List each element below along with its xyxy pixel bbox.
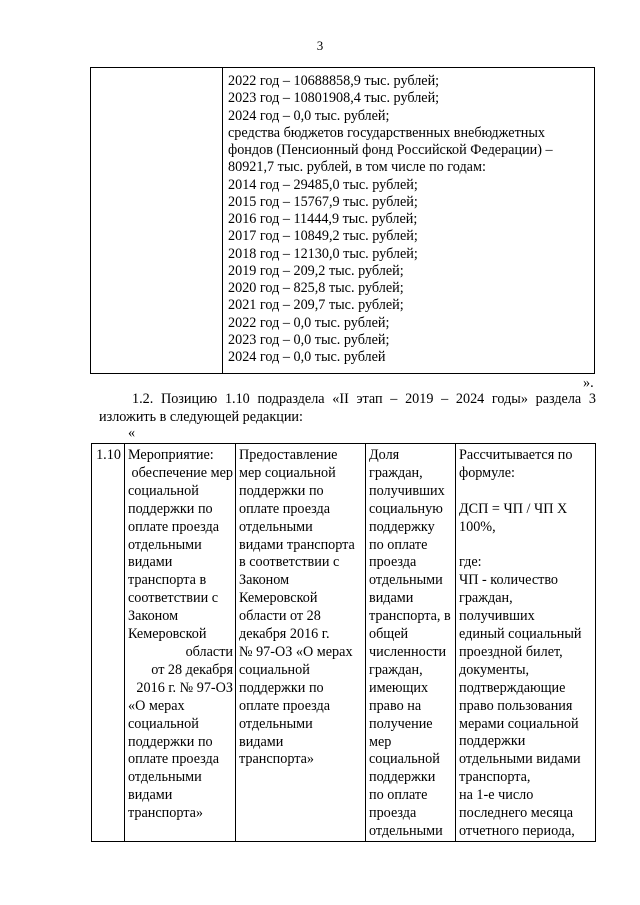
measure-event-line: социальной <box>128 482 199 499</box>
measure-indicator-line: отдельными <box>369 823 443 840</box>
measure-indicator-line: по оплате <box>369 536 428 553</box>
page-number: 3 <box>316 38 324 53</box>
measure-indicator-line: проезда <box>369 805 417 822</box>
measure-indicator-line: проезда <box>369 554 417 571</box>
measure-event-cell <box>125 444 236 842</box>
funding-line: 2021 год – 209,7 тыс. рублей; <box>228 297 404 314</box>
measure-result-line: поддержки по <box>239 679 324 696</box>
measure-event-line: области <box>185 643 233 660</box>
measure-formula-line <box>459 483 593 501</box>
measure-event-line: поддержки по <box>128 733 213 750</box>
measure-result-line: Законом <box>239 572 290 589</box>
funding-line: фондов (Пенсионный фонд Российской Федерации) – <box>228 142 553 158</box>
measure-event-line: обеспечение мер <box>131 464 233 481</box>
measure-formula-line: получивших <box>459 608 535 625</box>
measure-indicator-line: транспорта, в <box>369 608 451 625</box>
measure-result-line: Кемеровской <box>239 590 318 607</box>
measure-event-line: «О мерах <box>128 697 185 714</box>
measure-result-line: видами транспорта <box>239 536 355 553</box>
measure-formula-line: транспорта, <box>459 769 531 786</box>
measure-event-line: Кемеровской <box>128 626 207 643</box>
measure-result-line: отдельными <box>239 518 313 535</box>
funding-line: 2016 год – 11444,9 тыс. рублей; <box>228 211 418 227</box>
measure-number-cell <box>92 444 125 842</box>
measure-indicator-line: поддержку <box>369 518 435 535</box>
funding-line: 2024 год – 0,0 тыс. рублей; <box>228 107 390 124</box>
measure-event-line: соответствии с <box>128 590 219 607</box>
measure-result-line: отдельными <box>239 715 313 732</box>
program-measure-row <box>92 444 596 842</box>
measure-formula-line: мерами социальной <box>459 715 579 732</box>
measure-formula-cell <box>456 444 596 842</box>
measure-indicator-line: имеющих <box>369 679 429 696</box>
measure-formula-line: ДСП = ЧП / ЧП Х <box>459 500 568 517</box>
measure-result-line: поддержки по <box>239 482 324 499</box>
measure-formula-line: на 1-е число <box>459 787 534 804</box>
measure-indicator-line: численности <box>369 643 447 660</box>
measure-event-line: оплате проезда <box>128 751 220 768</box>
funding-line: 80921,7 тыс. рублей, в том числе по годам: <box>228 159 486 176</box>
measure-result-cell <box>236 444 366 842</box>
funding-line: 2017 год – 10849,2 тыс. рублей; <box>228 228 418 245</box>
measure-indicator-line: мер <box>369 733 392 750</box>
measure-event-line: поддержки по <box>128 500 213 517</box>
measure-formula-line <box>459 537 593 555</box>
measure-indicator-line: общей <box>369 626 409 643</box>
measure-result-text <box>239 447 363 769</box>
measure-formula-text <box>459 447 593 841</box>
measure-indicator-line: граждан, <box>369 464 423 481</box>
measure-formula-line: Рассчитывается по <box>459 447 573 463</box>
amendment-paragraph-line-2: изложить в следующей редакции: <box>99 408 303 425</box>
closing-quote: ». <box>583 375 594 391</box>
measure-formula-line: право пользования <box>459 697 573 714</box>
measure-indicator-line: право на <box>369 697 422 714</box>
funding-table-empty-cell <box>91 68 223 374</box>
measure-event-line: видами <box>128 787 173 804</box>
opening-quote: « <box>128 425 136 441</box>
measure-event-line: от 28 декабря <box>151 661 233 678</box>
measure-indicator-line: получение <box>369 715 433 732</box>
funding-line: 2015 год – 15767,9 тыс. рублей; <box>228 193 418 210</box>
measure-event-line: транспорта» <box>128 805 204 822</box>
program-measure-table <box>91 443 596 842</box>
measure-result-line: в соответствии с <box>239 554 340 571</box>
measure-formula-line: проездной билет, <box>459 643 563 660</box>
measure-result-line: Предоставление <box>239 447 338 463</box>
measure-indicator-line: поддержки <box>369 769 436 786</box>
funding-lines <box>223 68 594 366</box>
measure-number: 1.10 <box>96 447 121 463</box>
measure-event-text <box>128 447 233 823</box>
measure-formula-line: подтверждающие <box>459 679 566 696</box>
measure-indicator-text <box>369 447 453 841</box>
funding-line: 2020 год – 825,8 тыс. рублей; <box>228 280 404 296</box>
measure-indicator-line: видами <box>369 590 414 607</box>
measure-formula-line: поддержки <box>459 733 526 750</box>
funding-line: 2023 год – 0,0 тыс. рублей; <box>228 331 390 348</box>
measure-indicator-line: граждан, <box>369 661 423 678</box>
measure-event-line: 2016 г. № 97-ОЗ <box>136 679 233 696</box>
measure-indicator-line: социальную <box>369 500 443 517</box>
measure-indicator-line: Доля <box>369 447 400 463</box>
funding-line: 2018 год – 12130,0 тыс. рублей; <box>228 245 418 262</box>
measure-event-line: Мероприятие: <box>128 447 214 463</box>
funding-line: 2019 год – 209,2 тыс. рублей; <box>228 262 404 279</box>
measure-formula-line: последнего месяца <box>459 805 574 822</box>
funding-line: 2014 год – 29485,0 тыс. рублей; <box>228 176 418 193</box>
measure-indicator-line: получивших <box>369 482 445 499</box>
measure-result-line: видами <box>239 733 284 750</box>
measure-result-line: оплате проезда <box>239 500 331 517</box>
measure-event-line: социальной <box>128 715 199 732</box>
measure-event-line: Законом <box>128 608 179 625</box>
measure-formula-line: ЧП - количество <box>459 572 559 589</box>
measure-event-line: оплате проезда <box>128 518 220 535</box>
measure-formula-line: где: <box>459 554 482 571</box>
measure-result-line: социальной <box>239 661 310 678</box>
measure-result-line: транспорта» <box>239 751 315 768</box>
measure-event-line: отдельными <box>128 769 202 786</box>
measure-formula-line: формуле: <box>459 464 515 481</box>
amendment-paragraph <box>99 391 596 426</box>
measure-result-line: области от 28 <box>239 608 321 625</box>
measure-indicator-line: отдельными <box>369 572 443 589</box>
funding-line: 2023 год – 10801908,4 тыс. рублей; <box>228 90 440 107</box>
measure-formula-line: граждан, <box>459 590 513 607</box>
measure-formula-line: документы, <box>459 661 530 678</box>
measure-event-line: видами <box>128 554 173 571</box>
measure-indicator-cell <box>366 444 456 842</box>
measure-indicator-line: по оплате <box>369 787 428 804</box>
measure-formula-line: единый социальный <box>459 626 582 643</box>
measure-result-line: мер социальной <box>239 464 336 481</box>
measure-result-line: № 97-ОЗ «О мерах <box>239 643 353 660</box>
funding-line: 2022 год – 10688858,9 тыс. рублей; <box>228 73 440 89</box>
funding-table-content-cell <box>223 68 595 374</box>
funding-line: 2024 год – 0,0 тыс. рублей <box>228 349 386 365</box>
measure-formula-line: отдельными видами <box>459 751 581 768</box>
amendment-paragraph-line-1: 1.2. Позицию 1.10 подраздела «II этап – 2019 – 2024 годы» раздела 3 <box>132 391 596 407</box>
measure-indicator-line: социальной <box>369 751 440 768</box>
funding-line: средства бюджетов государственных внебюджетных <box>228 124 545 141</box>
measure-formula-line: отчетного периода, <box>459 823 575 839</box>
measure-result-line: оплате проезда <box>239 697 331 714</box>
measure-event-line: транспорта в <box>128 572 207 589</box>
measure-event-line: отдельными <box>128 536 202 553</box>
funding-line: 2022 год – 0,0 тыс. рублей; <box>228 314 390 331</box>
measure-result-line: декабря 2016 г. <box>239 626 330 643</box>
funding-table-continuation <box>90 67 595 374</box>
measure-formula-line: 100%, <box>459 518 496 535</box>
